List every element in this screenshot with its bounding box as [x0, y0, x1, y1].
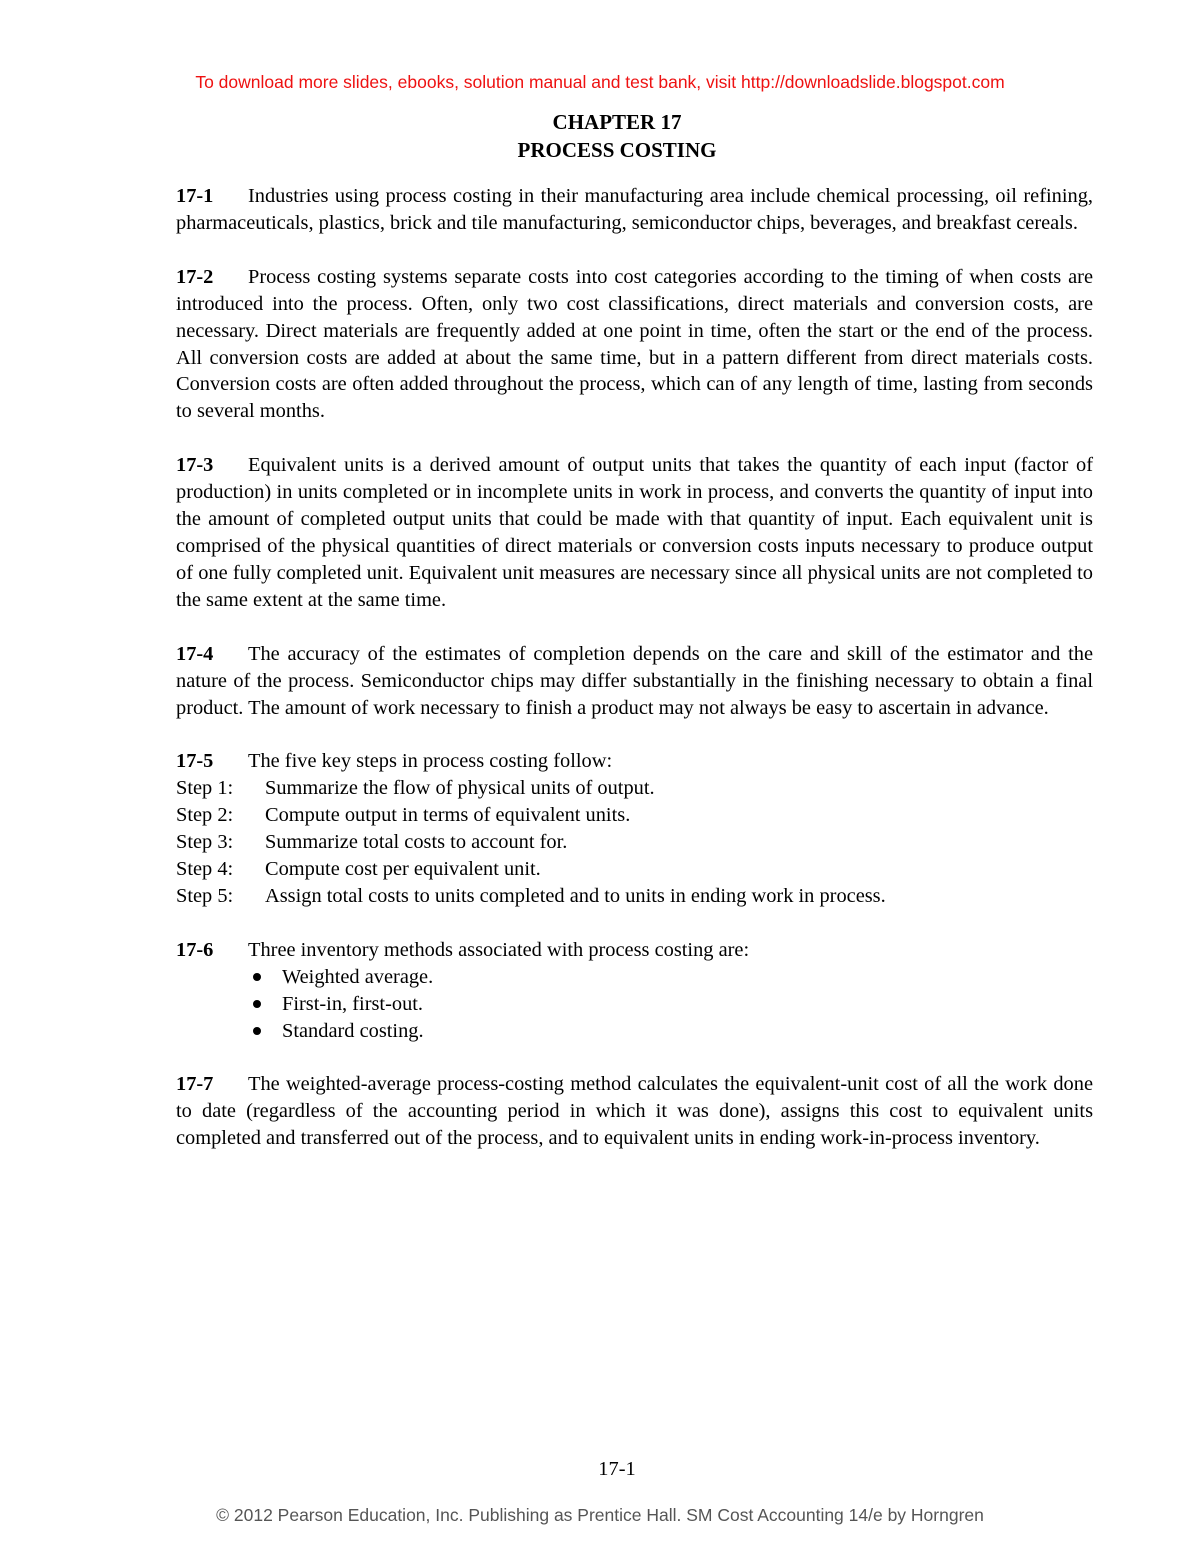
- chapter-title: PROCESS COSTING: [517, 138, 717, 162]
- answer-text: The weighted-average process-costing method calculates the equivalent-unit cost of all the work done to date (regardless of the accounting period in which it was done), assigns this cost to equivalent units completed and transferred out of the process, and to equivalent units in ending work-in-process inventory.: [176, 1073, 1093, 1150]
- list-item: [176, 991, 1093, 1018]
- answer-text: Industries using process costing in their manufacturing area include chemical processing, oil refining, pharmaceuticals, plastics, brick and tile manufacturing, semiconductor chips, beverages, and breakfast cereals.: [176, 185, 1093, 234]
- answer-text: The five key steps in process costing follow:: [248, 750, 613, 773]
- step-text: Summarize total costs to account for.: [265, 831, 568, 854]
- answer-number: 17-6: [176, 938, 214, 961]
- list-item: [176, 964, 1093, 991]
- bullet-icon: [253, 1027, 261, 1035]
- list-item: [176, 775, 1093, 802]
- inventory-methods-list: [176, 964, 1093, 1045]
- answer-number: 17-5: [176, 750, 214, 773]
- bullet-text: First-in, first-out.: [282, 992, 424, 1015]
- answer-text: Process costing systems separate costs into cost categories according to the timing of when costs are introduced into the process. Often, only two cost classifications, direct materials and conversion costs, are necessary. Direct materials are frequently added at one point in time, often the start or the end of the process. All conversion costs are added at about the same time, but in a pattern different from direct materials costs. Conversion costs are often added throughout the process, which can of any length of time, lasting from seconds to several months.: [176, 265, 1093, 423]
- answer-number: 17-1: [176, 185, 214, 207]
- step-label: Step 5:: [176, 884, 234, 907]
- step-text: Compute cost per equivalent unit.: [265, 858, 541, 881]
- step-label: Step 4:: [176, 858, 234, 881]
- chapter-number: CHAPTER 17: [552, 110, 682, 134]
- page-number: 17-1: [598, 1458, 636, 1480]
- answer-17-4: [176, 641, 1093, 722]
- list-item: [176, 802, 1093, 829]
- step-label: Step 2:: [176, 804, 234, 827]
- answer-17-1: [176, 183, 1093, 237]
- list-item: [176, 883, 1093, 910]
- step-text: Assign total costs to units completed and to units in ending work in process.: [265, 884, 886, 907]
- list-item: [176, 829, 1093, 856]
- step-label: Step 1:: [176, 777, 234, 800]
- bullet-text: Weighted average.: [282, 965, 434, 988]
- step-text: Compute output in terms of equivalent units.: [265, 804, 631, 827]
- bullet-icon: [253, 973, 261, 981]
- answer-17-6-intro: [176, 937, 1093, 964]
- answer-text: Three inventory methods associated with process costing are:: [248, 938, 750, 961]
- answer-17-2: [176, 264, 1093, 425]
- step-label: Step 3:: [176, 831, 234, 854]
- download-banner[interactable]: To download more slides, ebooks, solution manual and test bank, visit http://downloadslide.blogspot.com: [195, 72, 1005, 92]
- bullet-text: Standard costing.: [282, 1019, 424, 1042]
- answer-number: 17-7: [176, 1073, 214, 1096]
- copyright-footer: © 2012 Pearson Education, Inc. Publishing as Prentice Hall. SM Cost Accounting 14/e by Horngren: [216, 1505, 984, 1525]
- bullet-icon: [253, 1000, 261, 1008]
- step-text: Summarize the flow of physical units of output.: [265, 777, 655, 800]
- answer-text: Equivalent units is a derived amount of output units that takes the quantity of each input (factor of production) in units completed or in incomplete units in work in process, and converts the quantity of input into the amount of completed output units that could be made with that quantity of input. Each equivalent unit is comprised of the physical quantities of direct materials or conversion costs inputs necessary to produce output of one fully completed unit. Equivalent unit measures are necessary since all physical units are not completed to the same extent at the same time.: [176, 454, 1093, 611]
- answer-number: 17-2: [176, 265, 214, 288]
- list-item: [176, 856, 1093, 883]
- answers-body: [176, 183, 1093, 1179]
- process-steps-list: [176, 775, 1093, 910]
- list-item: [176, 1018, 1093, 1045]
- answer-17-7: [176, 1071, 1093, 1152]
- answer-number: 17-4: [176, 642, 214, 665]
- answer-17-5-intro: [176, 748, 1093, 775]
- answer-17-3: [176, 452, 1093, 613]
- answer-text: The accuracy of the estimates of completion depends on the care and skill of the estimator and the nature of the process. Semiconductor chips may differ substantially in the finishing necessary to obtain a final product. The amount of work necessary to finish a product may not always be easy to ascertain in advance.: [176, 642, 1093, 719]
- chapter-heading: [0, 108, 1200, 164]
- answer-number: 17-3: [176, 454, 214, 477]
